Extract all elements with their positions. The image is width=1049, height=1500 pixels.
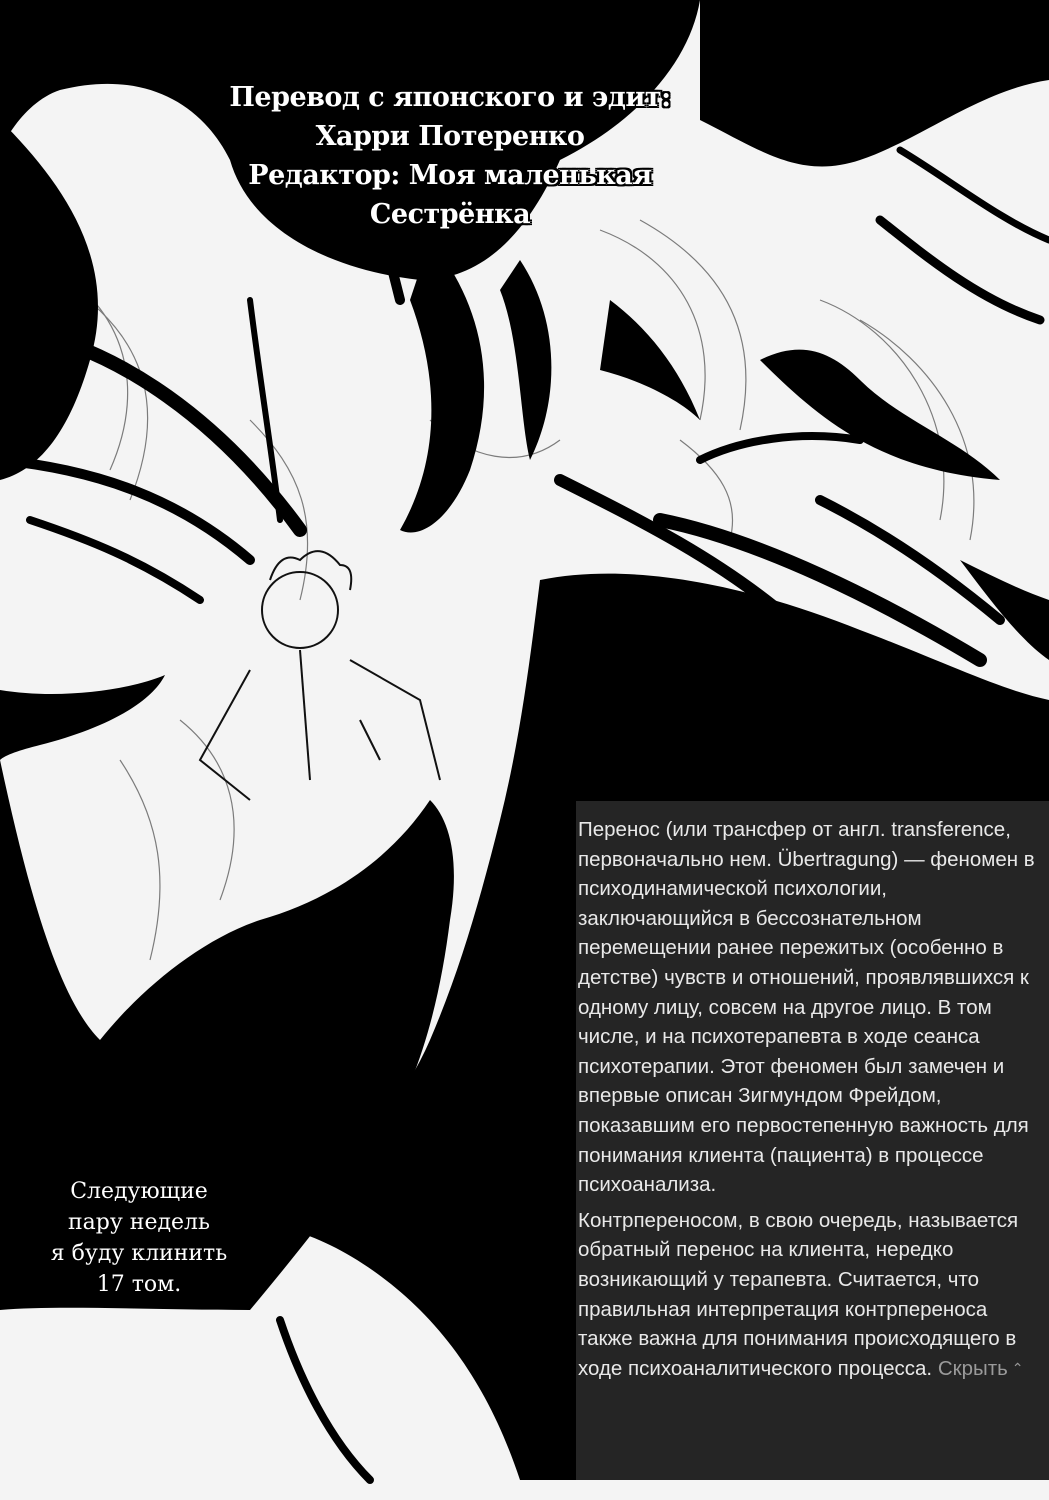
- popup-paragraph-1: Перенос (или трансфер от англ. transference, первоначально нем. Übertragung) — феномен в психодинамической психологии, заключающийся в бессознательном перемещении ранее пережитых (особенно в детстве) чувств и отношений, проявлявшихся к одному лицу, совсем на другое лицо. В том числе, и на психотерапевта в ходе сеанса психотерапии. Этот феномен был замечен и впервые описан Зигмундом Фрейдом, показавшим его первостепенную важность для понимания клиента (пациента) в процессе психоанализа.: [578, 818, 1035, 1197]
- credits-line-1: Перевод с японского и эдит:: [229, 82, 671, 113]
- note-line-1: Следующие: [70, 1179, 208, 1204]
- chevron-up-icon: ⌃: [1011, 1359, 1024, 1376]
- definition-popup: [576, 801, 1049, 1480]
- credits-line-4: Сестрёнка: [369, 199, 531, 230]
- translator-note: [8, 1176, 270, 1300]
- translation-credits: [200, 78, 700, 234]
- note-line-2: пару недель: [67, 1210, 210, 1235]
- hide-button-label: Скрыть: [937, 1356, 1008, 1380]
- popup-paragraph-2-text: Контрпереносом, в свою очередь, называется обратный перенос на клиента, нередко возникающий у терапевта. Считается, что правильная интерпретация контрпереноса также важна для понимания происходящего в ходе психоаналитического процесса.: [578, 1208, 1019, 1380]
- credits-line-3: Редактор: Моя маленькая: [248, 160, 652, 191]
- note-line-3: я буду клинить: [50, 1241, 228, 1266]
- boy-figure: [200, 551, 440, 800]
- note-line-4: 17 том.: [96, 1272, 182, 1297]
- credits-line-2: Харри Потеренко: [315, 121, 585, 152]
- popup-paragraph-2: [578, 1206, 1037, 1384]
- hide-button[interactable]: [938, 1357, 1024, 1380]
